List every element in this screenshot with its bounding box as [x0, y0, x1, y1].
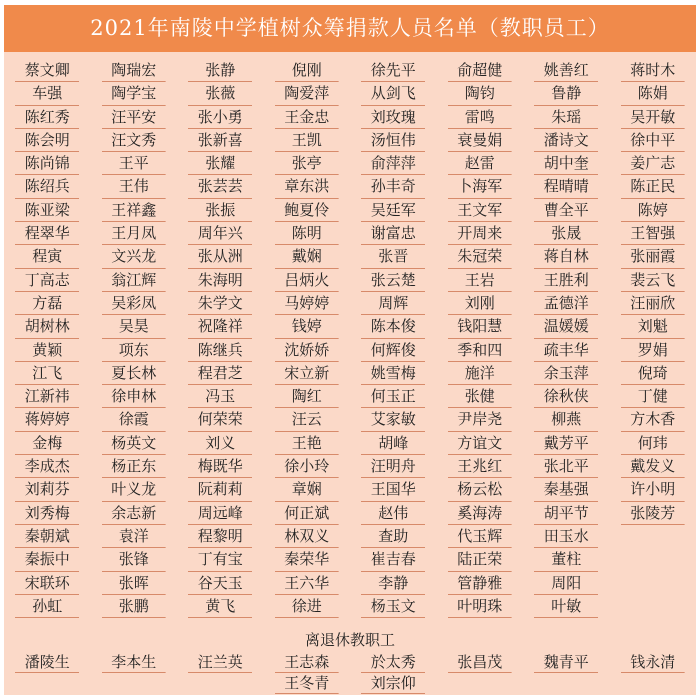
name-cell: 秦振中 [4, 548, 91, 571]
name-cell: 丁高志 [4, 269, 91, 292]
name-cell: 徐进 [264, 595, 351, 618]
name-cell: 倪琦 [610, 362, 697, 385]
name-cell: 刘玫瑰 [350, 106, 437, 129]
name-cell: 陈尚锦 [4, 152, 91, 175]
name-cell: 孙丰奇 [350, 175, 437, 198]
name-cell: 翁江辉 [91, 269, 178, 292]
name-cell: 张晋 [350, 245, 437, 268]
name-cell: 俞萍萍 [350, 152, 437, 175]
name-cell: 钱阳慧 [437, 315, 524, 338]
name-cell: 何玮 [610, 432, 697, 455]
name-cell: 程黎明 [177, 525, 264, 548]
name-cell: 鲍夏伶 [264, 199, 351, 222]
name-cell: 江飞 [4, 362, 91, 385]
name-cell: 马婷婷 [264, 292, 351, 315]
name-cell: 蔡文卿 [4, 59, 91, 82]
name-cell: 戴芳平 [523, 432, 610, 455]
name-cell: 周远峰 [177, 502, 264, 525]
name-cell: 柳燕 [523, 408, 610, 431]
name-cell [610, 673, 697, 694]
name-cell: 倪刚 [264, 59, 351, 82]
name-cell: 张薇 [177, 82, 264, 105]
name-cell: 徐秋侠 [523, 385, 610, 408]
name-cell: 李静 [350, 572, 437, 595]
donor-list-sheet [4, 5, 696, 695]
name-cell: 江新祎 [4, 385, 91, 408]
name-cell: 张昌茂 [437, 652, 524, 673]
name-cell: 车强 [4, 82, 91, 105]
name-cell: 张晟 [523, 222, 610, 245]
name-cell: 张芸芸 [177, 175, 264, 198]
name-cell: 衰曼娟 [437, 129, 524, 152]
name-cell: 汪文秀 [91, 129, 178, 152]
name-cell: 王祥鑫 [91, 199, 178, 222]
name-cell: 胡树林 [4, 315, 91, 338]
name-cell: 陈明 [264, 222, 351, 245]
name-cell: 叶明珠 [437, 595, 524, 618]
name-cell: 张锋 [91, 548, 178, 571]
name-cell: 周年兴 [177, 222, 264, 245]
name-cell: 黄颖 [4, 339, 91, 362]
name-cell: 徐先平 [350, 59, 437, 82]
name-cell: 李成杰 [4, 455, 91, 478]
name-cell: 汪兰英 [177, 652, 264, 673]
name-cell: 文兴龙 [91, 245, 178, 268]
retired-section-heading: 离退休教职工 [304, 631, 395, 649]
name-cell: 刘魁 [610, 315, 697, 338]
name-cell: 陈继兵 [177, 339, 264, 362]
retired-name-grid [4, 652, 696, 694]
name-cell: 方磊 [4, 292, 91, 315]
name-cell: 朱学文 [177, 292, 264, 315]
name-cell: 余玉萍 [523, 362, 610, 385]
name-cell: 张静 [177, 59, 264, 82]
name-cell: 陈红秀 [4, 106, 91, 129]
name-cell: 陈亚梁 [4, 199, 91, 222]
name-cell: 陈婷 [610, 199, 697, 222]
name-cell: 钱永清 [610, 652, 697, 673]
name-cell: 季和四 [437, 339, 524, 362]
name-cell: 王伟 [91, 175, 178, 198]
name-cell [610, 595, 697, 618]
name-cell: 陈会明 [4, 129, 91, 152]
name-cell: 戴娴 [264, 245, 351, 268]
name-cell [437, 673, 524, 694]
name-cell: 陶爱萍 [264, 82, 351, 105]
name-cell: 王金忠 [264, 106, 351, 129]
name-cell: 程晴晴 [523, 175, 610, 198]
name-cell [523, 673, 610, 694]
name-cell: 蒋时木 [610, 59, 697, 82]
name-cell: 罗娟 [610, 339, 697, 362]
name-cell: 李本生 [91, 652, 178, 673]
name-cell: 姚善红 [523, 59, 610, 82]
name-cell: 阮莉莉 [177, 478, 264, 501]
name-cell: 孙虹 [4, 595, 91, 618]
name-cell: 丁有宝 [177, 548, 264, 571]
name-cell [177, 673, 264, 694]
name-cell: 冯玉 [177, 385, 264, 408]
name-cell: 管静雅 [437, 572, 524, 595]
name-cell: 施洋 [437, 362, 524, 385]
name-cell: 何荣荣 [177, 408, 264, 431]
name-cell: 祝隆祥 [177, 315, 264, 338]
name-cell: 胡平节 [523, 502, 610, 525]
name-cell: 赵雷 [437, 152, 524, 175]
name-cell: 刘宗仰 [350, 673, 437, 694]
name-cell: 戴发义 [610, 455, 697, 478]
name-cell: 董柱 [523, 548, 610, 571]
name-cell: 赵伟 [350, 502, 437, 525]
name-cell: 王平 [91, 152, 178, 175]
name-cell: 方木香 [610, 408, 697, 431]
name-cell: 陈本俊 [350, 315, 437, 338]
name-cell: 张云楚 [350, 269, 437, 292]
name-cell: 谷天玉 [177, 572, 264, 595]
name-cell: 曹全平 [523, 199, 610, 222]
name-cell: 徐申林 [91, 385, 178, 408]
name-cell: 蒋婷婷 [4, 408, 91, 431]
name-cell: 於太秀 [350, 652, 437, 673]
name-cell: 鲁静 [523, 82, 610, 105]
name-cell: 章东洪 [264, 175, 351, 198]
name-cell: 王月凤 [91, 222, 178, 245]
name-cell: 徐中平 [610, 129, 697, 152]
name-cell: 周阳 [523, 572, 610, 595]
name-cell: 杨英文 [91, 432, 178, 455]
name-cell: 田玉水 [523, 525, 610, 548]
name-cell: 温媛媛 [523, 315, 610, 338]
name-cell: 代玉辉 [437, 525, 524, 548]
name-cell: 姜广志 [610, 152, 697, 175]
name-cell: 吴开敏 [610, 106, 697, 129]
name-cell: 潘诗文 [523, 129, 610, 152]
name-cell: 张振 [177, 199, 264, 222]
name-cell: 雷鸣 [437, 106, 524, 129]
name-cell: 张晖 [91, 572, 178, 595]
name-cell: 汪平安 [91, 106, 178, 129]
name-cell: 奚海涛 [437, 502, 524, 525]
name-cell: 尹岸尧 [437, 408, 524, 431]
name-cell [91, 673, 178, 694]
name-cell: 金梅 [4, 432, 91, 455]
name-cell: 宋联环 [4, 572, 91, 595]
name-cell: 查助 [350, 525, 437, 548]
name-cell: 陈绍兵 [4, 175, 91, 198]
name-cell: 王岩 [437, 269, 524, 292]
name-cell: 陈正民 [610, 175, 697, 198]
name-cell: 汪云 [264, 408, 351, 431]
name-cell: 朱冠荣 [437, 245, 524, 268]
name-cell: 汤恒伟 [350, 129, 437, 152]
name-cell: 姚雪梅 [350, 362, 437, 385]
name-cell: 张从洲 [177, 245, 264, 268]
name-cell: 裴云飞 [610, 269, 697, 292]
name-cell: 蒋自林 [523, 245, 610, 268]
name-cell: 钱婷 [264, 315, 351, 338]
name-cell [610, 525, 697, 548]
name-cell: 陈娟 [610, 82, 697, 105]
name-cell: 张鹏 [91, 595, 178, 618]
name-cell: 杨玉文 [350, 595, 437, 618]
name-cell: 俞超健 [437, 59, 524, 82]
name-cell: 宋立新 [264, 362, 351, 385]
name-cell: 张新喜 [177, 129, 264, 152]
name-cell: 张亭 [264, 152, 351, 175]
name-cell: 陶钧 [437, 82, 524, 105]
name-cell: 方谊文 [437, 432, 524, 455]
name-cell: 陶瑞宏 [91, 59, 178, 82]
name-cell: 王冬青 [264, 673, 351, 694]
name-cell [610, 572, 697, 595]
name-cell: 何玉正 [350, 385, 437, 408]
name-cell: 袁洋 [91, 525, 178, 548]
staff-name-grid [4, 59, 696, 618]
name-cell: 艾家敏 [350, 408, 437, 431]
name-cell: 张小勇 [177, 106, 264, 129]
name-cell: 刘秀梅 [4, 502, 91, 525]
name-cell: 卜海军 [437, 175, 524, 198]
name-cell: 程翠华 [4, 222, 91, 245]
name-cell: 朱瑶 [523, 106, 610, 129]
name-cell: 林双义 [264, 525, 351, 548]
name-cell: 梅既华 [177, 455, 264, 478]
name-cell: 余志新 [91, 502, 178, 525]
name-cell: 胡中奎 [523, 152, 610, 175]
name-cell: 何正斌 [264, 502, 351, 525]
name-cell: 程君芝 [177, 362, 264, 385]
name-cell: 崔吉春 [350, 548, 437, 571]
name-cell: 张陵芳 [610, 502, 697, 525]
name-cell: 王凯 [264, 129, 351, 152]
name-cell: 朱海明 [177, 269, 264, 292]
name-cell: 王兆红 [437, 455, 524, 478]
name-cell: 王文军 [437, 199, 524, 222]
name-cell [610, 548, 697, 571]
name-cell: 陆正荣 [437, 548, 524, 571]
name-cell: 秦基强 [523, 478, 610, 501]
name-cell [4, 673, 91, 694]
name-cell: 王六华 [264, 572, 351, 595]
name-cell: 魏青平 [523, 652, 610, 673]
name-cell: 疏丰华 [523, 339, 610, 362]
name-cell: 徐小玲 [264, 455, 351, 478]
name-cell: 沈娇娇 [264, 339, 351, 362]
name-cell: 吕炳火 [264, 269, 351, 292]
name-cell: 汪明舟 [350, 455, 437, 478]
name-cell: 王智强 [610, 222, 697, 245]
name-cell: 刘义 [177, 432, 264, 455]
name-cell: 汪丽欣 [610, 292, 697, 315]
name-cell: 杨正东 [91, 455, 178, 478]
name-cell: 项东 [91, 339, 178, 362]
name-cell: 章娴 [264, 478, 351, 501]
page-title: 2021年南陵中学植树众筹捐款人员名单（教职员工） [4, 5, 696, 52]
name-cell: 许小明 [610, 478, 697, 501]
name-cell: 杨云松 [437, 478, 524, 501]
name-cell: 夏长林 [91, 362, 178, 385]
name-cell: 开周来 [437, 222, 524, 245]
name-cell: 张健 [437, 385, 524, 408]
name-cell: 王国华 [350, 478, 437, 501]
name-cell: 王胜利 [523, 269, 610, 292]
name-cell: 张丽霞 [610, 245, 697, 268]
name-cell: 陶学宝 [91, 82, 178, 105]
name-cell: 黄飞 [177, 595, 264, 618]
name-cell: 吴廷军 [350, 199, 437, 222]
name-cell: 从剑飞 [350, 82, 437, 105]
name-cell: 丁健 [610, 385, 697, 408]
name-cell: 陶红 [264, 385, 351, 408]
name-cell: 王志森 [264, 652, 351, 673]
name-cell: 孟德洋 [523, 292, 610, 315]
name-cell: 张耀 [177, 152, 264, 175]
name-cell: 胡峰 [350, 432, 437, 455]
name-cell: 吴昊 [91, 315, 178, 338]
name-cell: 何辉俊 [350, 339, 437, 362]
name-cell: 秦荣华 [264, 548, 351, 571]
name-cell: 刘莉芬 [4, 478, 91, 501]
name-cell: 秦朝斌 [4, 525, 91, 548]
name-cell: 程寅 [4, 245, 91, 268]
name-cell: 吴彩凤 [91, 292, 178, 315]
name-cell: 潘陵生 [4, 652, 91, 673]
name-cell: 叶义龙 [91, 478, 178, 501]
name-cell: 张北平 [523, 455, 610, 478]
name-cell: 叶敏 [523, 595, 610, 618]
name-cell: 王艳 [264, 432, 351, 455]
name-cell: 谢富忠 [350, 222, 437, 245]
name-cell: 徐霞 [91, 408, 178, 431]
name-cell: 刘刚 [437, 292, 524, 315]
name-cell: 周辉 [350, 292, 437, 315]
